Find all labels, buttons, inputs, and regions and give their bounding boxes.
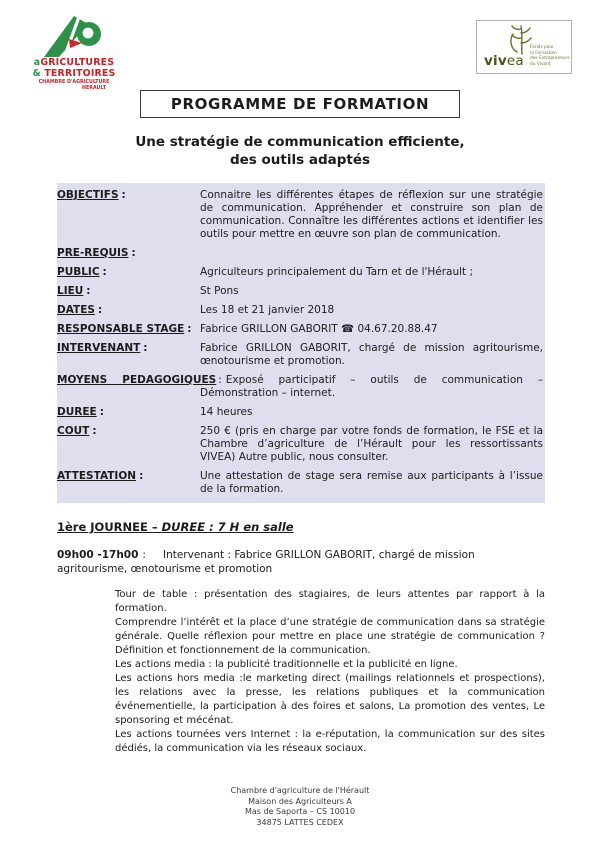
session-heading-main: 1ère JOURNEE – bbox=[57, 520, 162, 534]
row-label: DUREE bbox=[57, 406, 97, 418]
table-row-attestation bbox=[57, 467, 545, 499]
row-value: St Pons bbox=[200, 285, 239, 297]
paragraph-actions-media: Les actions media : la publicité traditionnelle et la publicité en ligne. bbox=[115, 659, 458, 670]
row-label: COUT bbox=[57, 425, 90, 437]
session-time: 09h00 -17h00 bbox=[57, 549, 139, 561]
row-label: RESPONSABLE STAGE bbox=[57, 323, 185, 335]
row-value: Fabrice GRILLON GABORIT ☎ 04.67.20.88.47 bbox=[200, 323, 438, 335]
paragraph-actions-internet: Les actions tournées vers Internet : la e-réputation, la communication sur des sites dédiés, la communication via les réseaux sociaux. bbox=[115, 729, 545, 754]
row-colon: : bbox=[99, 406, 104, 418]
session-time-colon: : bbox=[142, 549, 146, 561]
row-colon: : bbox=[86, 285, 91, 297]
row-label: INTERVENANT bbox=[57, 342, 141, 354]
session-content bbox=[115, 588, 545, 756]
row-label: MOYENS PEDAGOGIQUES bbox=[57, 374, 217, 386]
table-row-responsable bbox=[57, 320, 545, 339]
paragraph-actions-hors-media: Les actions hors media :le marketing direct (mailings relationnels et prospections), les relations avec la presse, les relations publiques et la communication événementielle, la participation à des foires et salons, La promotion des ventes, Le sponsoring et mécénat. bbox=[115, 673, 545, 726]
row-label: PUBLIC bbox=[57, 266, 100, 278]
vivea-logo bbox=[476, 20, 572, 74]
row-value: Agriculteurs principalement du Tarn et de l'Hérault ; bbox=[200, 266, 474, 278]
chambre-agriculture-logo bbox=[26, 14, 122, 91]
row-label: OBJECTIFS bbox=[57, 189, 119, 201]
footer-line-2: Maison des Agriculteurs A bbox=[248, 796, 352, 806]
row-value: Fabrice GRILLON GABORIT, chargé de mission agritourisme, œnotourisme et promotion. bbox=[200, 342, 543, 367]
vivea-wordmark: vivea bbox=[484, 53, 524, 69]
document-title-text: PROGRAMME DE FORMATION bbox=[170, 95, 430, 113]
logo-line-territoires: & TERRITOIRES bbox=[32, 67, 116, 79]
footer-address bbox=[0, 786, 600, 828]
table-row-intervenant bbox=[57, 339, 545, 371]
row-colon: : bbox=[218, 374, 222, 386]
document-title bbox=[140, 90, 460, 118]
info-table bbox=[57, 183, 545, 503]
row-colon: : bbox=[139, 470, 144, 482]
chambre-logo-graphic-icon bbox=[43, 14, 105, 58]
session-heading bbox=[57, 520, 600, 535]
table-row-dates bbox=[57, 301, 545, 320]
row-value: Une attestation de stage sera remise aux participants à l’issue de la formation. bbox=[200, 470, 543, 495]
subtitle-line-2: des outils adaptés bbox=[229, 152, 371, 168]
row-colon: : bbox=[187, 323, 192, 335]
footer-line-3: Mas de Saporta – CS 10010 bbox=[244, 807, 356, 816]
row-label: PRE-REQUIS bbox=[57, 247, 129, 259]
row-value: 250 € (pris en charge par votre fonds de formation, le FSE et la Chambre d’agriculture de l’Hérault pour les ressortissants VIVEA) Autre public, nous consulter. bbox=[200, 425, 543, 463]
row-colon: : bbox=[92, 425, 97, 437]
row-colon: : bbox=[121, 189, 126, 201]
footer-line-4: 34875 LATTES CEDEX bbox=[256, 817, 344, 827]
table-row-prerequis bbox=[57, 244, 545, 263]
paragraph-comprendre: Comprendre l’intérêt et la place d’une stratégie de communication dans sa stratégie générale. Quelle réflexion pour mettre en place une stratégie de communication ? Définition et fonctionnement de la communication. bbox=[115, 617, 545, 656]
row-value: Connaitre les différentes étapes de réflexion sur une stratégie de communication. Appréhender et construire son plan de communication. Connaître les différentes actions et identifier les outils pour mettre en œuvre son plan de communication. bbox=[200, 189, 543, 240]
session-intervenant: Intervenant : Fabrice GRILLON GABORIT, chargé de mission agritourisme, œnotourisme et promotion bbox=[57, 549, 475, 575]
session-time-line bbox=[57, 548, 545, 576]
logo-line-chambre: CHAMBRE D'AGRICULTURE bbox=[38, 80, 110, 85]
logo-line-agricultures: aGRICULTURES bbox=[33, 57, 115, 68]
table-row-moyens bbox=[57, 371, 545, 403]
row-label: DATES bbox=[57, 304, 95, 316]
row-label: LIEU bbox=[57, 285, 84, 297]
row-value: Les 18 et 21 janvier 2018 bbox=[200, 304, 335, 316]
row-label: ATTESTATION bbox=[57, 470, 137, 482]
logo-line-herault: HERAULT bbox=[82, 85, 106, 91]
subtitle-line-1: Une stratégie de communication efficiente, bbox=[135, 134, 465, 150]
table-row-lieu bbox=[57, 282, 545, 301]
table-row-duree bbox=[57, 403, 545, 422]
table-row-public bbox=[57, 263, 545, 282]
session-heading-duration: DUREE : 7 H en salle bbox=[161, 520, 294, 534]
row-colon: : bbox=[143, 342, 148, 354]
row-colon: : bbox=[97, 304, 103, 316]
row-colon: : bbox=[102, 266, 107, 278]
vivea-tagline: Fonds pour la Formation des Entrepreneurs du Vivant bbox=[530, 45, 570, 67]
table-row-cout bbox=[57, 422, 545, 467]
row-value bbox=[200, 247, 543, 260]
document-subtitle bbox=[0, 133, 600, 169]
row-value: 14 heures bbox=[200, 406, 253, 418]
footer-line-1: Chambre d'agriculture de l'Hérault bbox=[230, 786, 370, 795]
row-colon: : bbox=[131, 247, 136, 259]
paragraph-tour-de-table: Tour de table : présentation des stagiaires, de leurs attentes par rapport à la formation. bbox=[115, 589, 545, 614]
table-row-objectifs bbox=[57, 186, 545, 244]
row-value: Exposé participatif – outils de communication – Démonstration – internet. bbox=[200, 374, 543, 399]
